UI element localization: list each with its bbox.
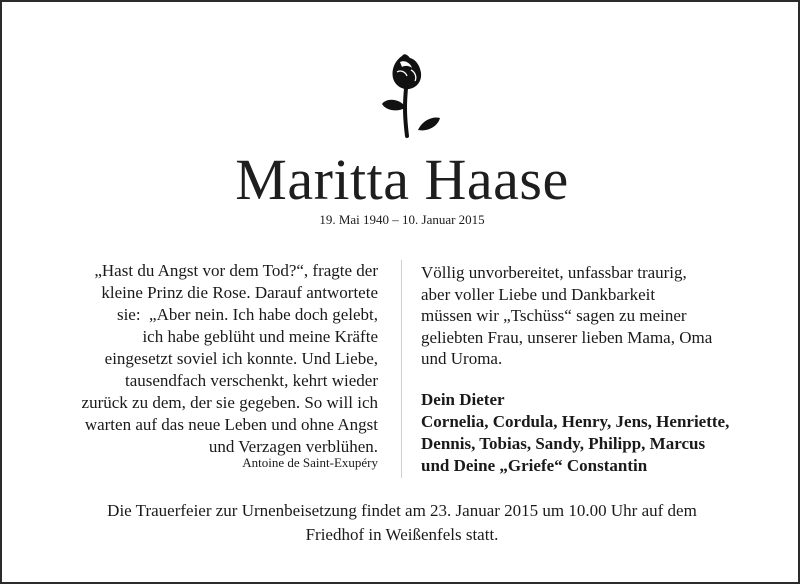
- life-dates: 19. Mai 1940 – 10. Januar 2015: [319, 212, 485, 227]
- quote-line: zurück zu dem, der sie gegeben. So will ich: [81, 393, 378, 412]
- quote-line: ich habe geblüht und meine Kräfte: [142, 327, 378, 346]
- quote-line: und Verzagen verblühen.: [208, 437, 378, 456]
- message-line: Völlig unvorbereitet, unfassbar traurig,: [421, 263, 687, 282]
- column-divider: [401, 260, 402, 478]
- quote-line: warten auf das neue Leben und ohne Angst: [84, 415, 378, 434]
- message-line: müssen wir „Tschüss“ sagen zu meiner: [421, 306, 687, 326]
- quote-line: „Hast du Angst vor dem Tod?“, fragte der: [94, 261, 378, 280]
- ceremony-line: Friedhof in Weißenfels statt.: [305, 525, 499, 544]
- quote-author: Antoine de Saint-Exupéry: [242, 455, 378, 470]
- family-line: Dein Dieter: [421, 390, 505, 409]
- quote-block: [22, 260, 378, 458]
- ceremony-line: Die Trauerfeier zur Urnenbeisetzung findet am 23. Januar 2015 um 10.00 Uhr auf dem: [107, 501, 697, 520]
- message-line: und Uroma.: [421, 349, 503, 369]
- family-line: Cornelia, Cordula, Henry, Jens, Henriette,: [421, 412, 730, 431]
- quote-line: tausendfach verschenkt, kehrt wieder: [125, 371, 378, 390]
- mourning-message: [421, 262, 781, 370]
- quote-line: eingesetzt soviel ich konnte. Und Liebe,: [104, 349, 378, 368]
- family-signatures: [421, 389, 791, 477]
- family-line: und Deine „Griefe“ Constantin: [421, 456, 648, 475]
- quote-line: sie: „Aber nein. Ich habe doch gelebt,: [116, 305, 378, 324]
- funeral-announcement: [2, 499, 800, 547]
- family-line: Dennis, Tobias, Sandy, Philipp, Marcus: [421, 434, 706, 453]
- deceased-name: Maritta Haase: [235, 147, 569, 212]
- message-line: aber voller Liebe und Dankbarkeit: [421, 284, 656, 304]
- rose-icon: [374, 48, 444, 140]
- quote-line: kleine Prinz die Rose. Darauf antwortete: [101, 283, 378, 302]
- message-line: geliebten Frau, unserer lieben Mama, Oma: [421, 327, 713, 347]
